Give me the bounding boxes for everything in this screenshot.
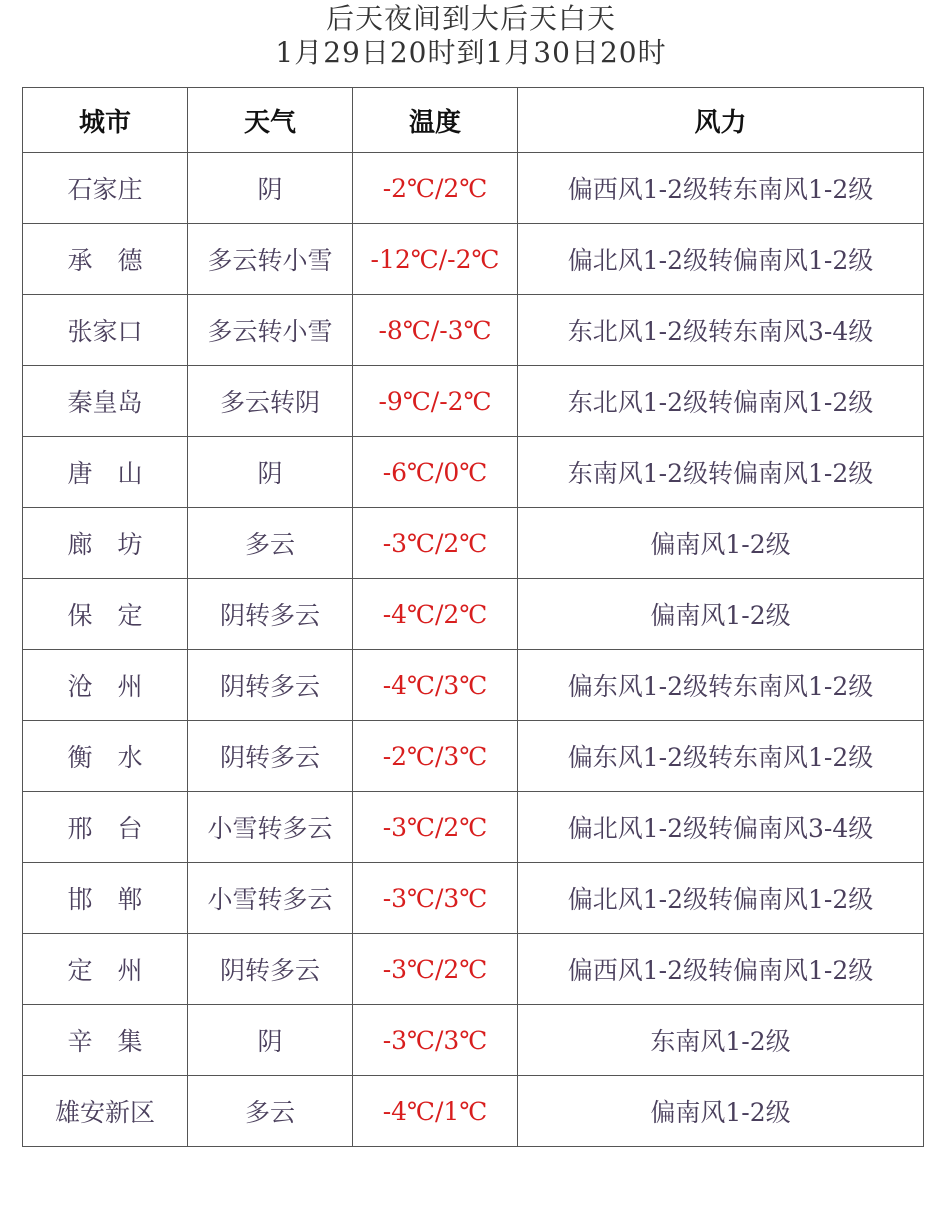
wind-cell: 偏南风1-2级 (518, 579, 924, 650)
column-header-city: 城市 (23, 88, 188, 153)
temperature-cell: -3℃/2℃ (353, 792, 518, 863)
temperature-cell: -4℃/1℃ (353, 1076, 518, 1147)
table-row (23, 224, 924, 295)
wind-cell: 偏北风1-2级转偏南风1-2级 (518, 224, 924, 295)
column-header-weather: 天气 (188, 88, 353, 153)
temperature-cell: -3℃/2℃ (353, 508, 518, 579)
table-row (23, 579, 924, 650)
table-row (23, 721, 924, 792)
wind-cell: 东南风1-2级 (518, 1005, 924, 1076)
city-cell: 衡 水 (23, 721, 188, 792)
weather-cell: 阴转多云 (188, 579, 353, 650)
wind-cell: 东南风1-2级转偏南风1-2级 (518, 437, 924, 508)
weather-cell: 阴转多云 (188, 721, 353, 792)
column-header-temperature: 温度 (353, 88, 518, 153)
wind-cell: 偏北风1-2级转偏南风1-2级 (518, 863, 924, 934)
city-cell: 承 德 (23, 224, 188, 295)
temperature-cell: -3℃/3℃ (353, 863, 518, 934)
temperature-cell: -9℃/-2℃ (353, 366, 518, 437)
city-cell: 唐 山 (23, 437, 188, 508)
city-cell: 沧 州 (23, 650, 188, 721)
wind-cell: 偏西风1-2级转偏南风1-2级 (518, 934, 924, 1005)
table-row (23, 863, 924, 934)
wind-cell: 偏西风1-2级转东南风1-2级 (518, 153, 924, 224)
table-row (23, 295, 924, 366)
temperature-cell: -4℃/3℃ (353, 650, 518, 721)
city-cell: 邯 郸 (23, 863, 188, 934)
city-cell: 保 定 (23, 579, 188, 650)
weather-cell: 阴 (188, 437, 353, 508)
wind-cell: 偏南风1-2级 (518, 508, 924, 579)
wind-cell: 偏东风1-2级转东南风1-2级 (518, 721, 924, 792)
table-row (23, 508, 924, 579)
city-cell: 定 州 (23, 934, 188, 1005)
weather-cell: 多云 (188, 1076, 353, 1147)
wind-cell: 东北风1-2级转偏南风1-2级 (518, 366, 924, 437)
city-cell: 秦皇岛 (23, 366, 188, 437)
table-row (23, 792, 924, 863)
title-period: 后天夜间到大后天白天 (325, 2, 616, 35)
weather-cell: 多云 (188, 508, 353, 579)
weather-cell: 阴 (188, 153, 353, 224)
weather-cell: 阴 (188, 1005, 353, 1076)
weather-cell: 多云转阴 (188, 366, 353, 437)
weather-cell: 多云转小雪 (188, 295, 353, 366)
temperature-cell: -4℃/2℃ (353, 579, 518, 650)
city-cell: 辛 集 (23, 1005, 188, 1076)
table-row (23, 153, 924, 224)
column-header-wind: 风力 (518, 88, 924, 153)
temperature-cell: -2℃/3℃ (353, 721, 518, 792)
city-cell: 廊 坊 (23, 508, 188, 579)
table-body (23, 153, 924, 1147)
city-cell: 石家庄 (23, 153, 188, 224)
wind-cell: 偏南风1-2级 (518, 1076, 924, 1147)
table-header (23, 88, 924, 153)
wind-cell: 偏东风1-2级转东南风1-2级 (518, 650, 924, 721)
weather-cell: 小雪转多云 (188, 863, 353, 934)
temperature-cell: -12℃/-2℃ (353, 224, 518, 295)
table-row (23, 437, 924, 508)
city-cell: 张家口 (23, 295, 188, 366)
wind-cell: 东北风1-2级转东南风3-4级 (518, 295, 924, 366)
forecast-title (0, 2, 942, 70)
table-row (23, 1005, 924, 1076)
weather-cell: 阴转多云 (188, 650, 353, 721)
wind-cell: 偏北风1-2级转偏南风3-4级 (518, 792, 924, 863)
weather-cell: 小雪转多云 (188, 792, 353, 863)
table-row (23, 366, 924, 437)
city-cell: 雄安新区 (23, 1076, 188, 1147)
temperature-cell: -3℃/2℃ (353, 934, 518, 1005)
header-row (23, 88, 924, 153)
table-row (23, 934, 924, 1005)
forecast-table (22, 87, 924, 1147)
temperature-cell: -3℃/3℃ (353, 1005, 518, 1076)
weather-cell: 多云转小雪 (188, 224, 353, 295)
temperature-cell: -8℃/-3℃ (353, 295, 518, 366)
temperature-cell: -6℃/0℃ (353, 437, 518, 508)
temperature-cell: -2℃/2℃ (353, 153, 518, 224)
table-row (23, 1076, 924, 1147)
table-row (23, 650, 924, 721)
city-cell: 邢 台 (23, 792, 188, 863)
title-time-range: 1月29日20时到1月30日20时 (275, 36, 667, 69)
weather-cell: 阴转多云 (188, 934, 353, 1005)
